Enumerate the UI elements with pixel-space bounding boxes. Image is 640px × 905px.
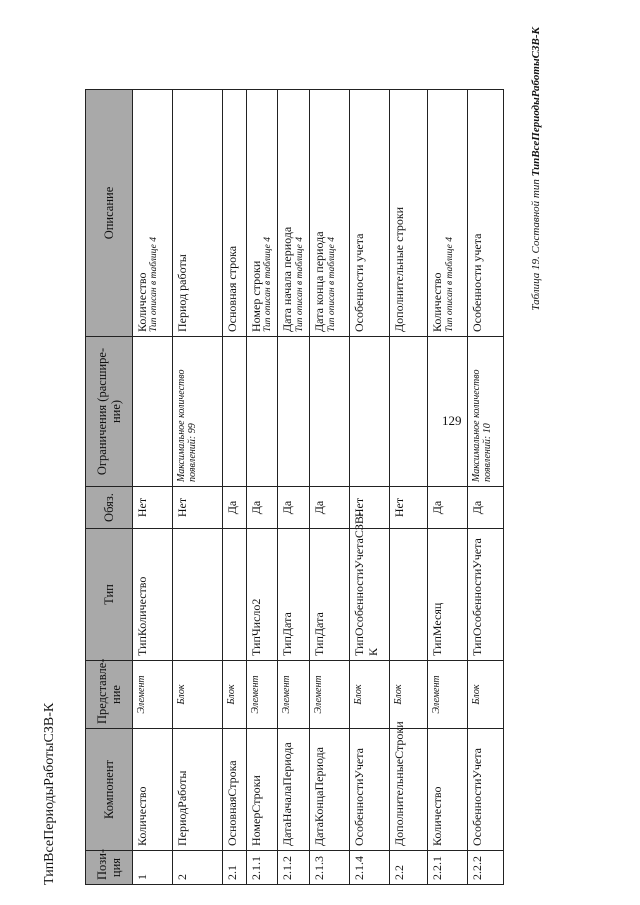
description-note: Тип описан в таблице 4	[263, 237, 274, 332]
cell-restrictions	[310, 337, 350, 487]
table-row	[133, 90, 173, 885]
cell-representation: Элемент	[247, 661, 278, 729]
cell-required: Нет	[173, 487, 223, 529]
cell-component: НомерСтроки	[247, 729, 278, 851]
description-text: Период работы	[175, 254, 189, 332]
table-caption	[530, 27, 542, 311]
cell-required: Да	[223, 487, 247, 529]
cell-restrictions	[390, 337, 428, 487]
cell-component: ПериодРаботы	[173, 729, 223, 851]
cell-representation: Элемент	[133, 661, 173, 729]
cell-representation: Блок	[173, 661, 223, 729]
cell-representation: Элемент	[278, 661, 310, 729]
table-row	[428, 90, 468, 885]
cell-representation: Блок	[468, 661, 504, 729]
cell-restrictions	[133, 337, 173, 487]
cell-required: Нет	[350, 487, 390, 529]
cell-description	[223, 90, 247, 337]
cell-description	[133, 90, 173, 337]
table-caption-name: ТипВсеПериодыРаботыСЗВ-К	[530, 27, 542, 177]
cell-component: Количество	[428, 729, 468, 851]
table-row	[310, 90, 350, 885]
cell-type: ТипЧисло2	[247, 529, 278, 661]
cell-required: Да	[278, 487, 310, 529]
cell-required: Да	[468, 487, 504, 529]
cell-type	[390, 529, 428, 661]
document-title: ТипВсеПериодыРаботыСЗВ-К	[42, 702, 57, 885]
rotated-page-content	[30, 25, 630, 885]
cell-type	[223, 529, 247, 661]
cell-position: 2.2	[390, 851, 428, 885]
cell-required: Нет	[133, 487, 173, 529]
cell-representation: Блок	[223, 661, 247, 729]
page-number: 129	[442, 413, 462, 428]
description-text: Дата конца периода	[312, 231, 327, 332]
description-text: Количество	[430, 272, 445, 332]
cell-restrictions	[350, 337, 390, 487]
cell-required: Да	[310, 487, 350, 529]
cell-type: ТипОсобенностиУчета	[468, 529, 504, 661]
table-row	[278, 90, 310, 885]
cell-position: 2.1	[223, 851, 247, 885]
table-header-row	[86, 90, 133, 885]
description-text: Дополнительные строки	[392, 206, 407, 332]
description-note: Тип описан в таблице 4	[444, 237, 455, 332]
header-description: Описание	[86, 90, 133, 337]
table-caption-prefix: Таблица 19. Составной тип	[530, 179, 542, 311]
cell-required: Да	[247, 487, 278, 529]
table-row	[173, 90, 223, 885]
cell-position: 2.2.2	[468, 851, 504, 885]
header-type: Тип	[86, 529, 133, 661]
cell-restrictions: Максимальное количество появлений: 99	[173, 337, 223, 487]
cell-position: 2.1.4	[350, 851, 390, 885]
cell-type	[173, 529, 223, 661]
table-row	[390, 90, 428, 885]
cell-description	[350, 90, 390, 337]
cell-description	[247, 90, 278, 337]
cell-representation: Блок	[390, 661, 428, 729]
table-row	[223, 90, 247, 885]
description-note: Тип описан в таблице 4	[326, 237, 337, 332]
cell-position: 2.2.1	[428, 851, 468, 885]
description-text: Основная строка	[225, 245, 239, 332]
cell-position: 1	[133, 851, 173, 885]
cell-required: Да	[428, 487, 468, 529]
cell-description	[390, 90, 428, 337]
description-text: Номер строки	[249, 260, 263, 332]
description-text: Особенности учета	[470, 233, 485, 332]
header-required: Обяз.	[86, 487, 133, 529]
cell-component: ДополнительныеСтроки	[390, 729, 428, 851]
cell-representation: Блок	[350, 661, 390, 729]
cell-component: ОсновнаяСтрока	[223, 729, 247, 851]
cell-component: ОсобенностиУчета	[468, 729, 504, 851]
description-text: Количество	[135, 272, 149, 332]
table-row	[468, 90, 504, 885]
cell-component: ДатаКонцаПериода	[310, 729, 350, 851]
cell-position: 2.1.3	[310, 851, 350, 885]
cell-required: Нет	[390, 487, 428, 529]
description-note: Тип описан в таблице 4	[294, 237, 305, 332]
table-body	[133, 90, 504, 885]
cell-description	[278, 90, 310, 337]
cell-type: ТипОсобенностиУчетаСЗВ-К	[350, 529, 390, 661]
cell-restrictions: Максимальное количество появлений: 10	[468, 337, 504, 487]
cell-description	[468, 90, 504, 337]
description-text: Особенности учета	[352, 233, 367, 332]
cell-representation: Элемент	[428, 661, 468, 729]
cell-restrictions	[428, 337, 468, 487]
table-row	[350, 90, 390, 885]
header-position: Пози-ция	[86, 851, 133, 885]
cell-restrictions	[223, 337, 247, 487]
cell-type: ТипДата	[310, 529, 350, 661]
cell-type: ТипМесяц	[428, 529, 468, 661]
cell-component: ОсобенностиУчета	[350, 729, 390, 851]
cell-representation: Элемент	[310, 661, 350, 729]
cell-restrictions	[247, 337, 278, 487]
header-component: Компонент	[86, 729, 133, 851]
cell-description	[310, 90, 350, 337]
cell-type: ТипКоличество	[133, 529, 173, 661]
cell-restrictions	[278, 337, 310, 487]
description-note: Тип описан в таблице 4	[149, 237, 160, 332]
cell-position: 2	[173, 851, 223, 885]
description-text: Дата начала периода	[280, 226, 295, 332]
header-restrictions: Ограничения (расшире-ние)	[86, 337, 133, 487]
cell-description	[173, 90, 223, 337]
table-row	[247, 90, 278, 885]
cell-position: 2.1.1	[247, 851, 278, 885]
cell-component: Количество	[133, 729, 173, 851]
schema-table	[85, 89, 504, 885]
cell-position: 2.1.2	[278, 851, 310, 885]
cell-description	[428, 90, 468, 337]
cell-component: ДатаНачалаПериода	[278, 729, 310, 851]
cell-type: ТипДата	[278, 529, 310, 661]
header-representation: Представле-ние	[86, 661, 133, 729]
